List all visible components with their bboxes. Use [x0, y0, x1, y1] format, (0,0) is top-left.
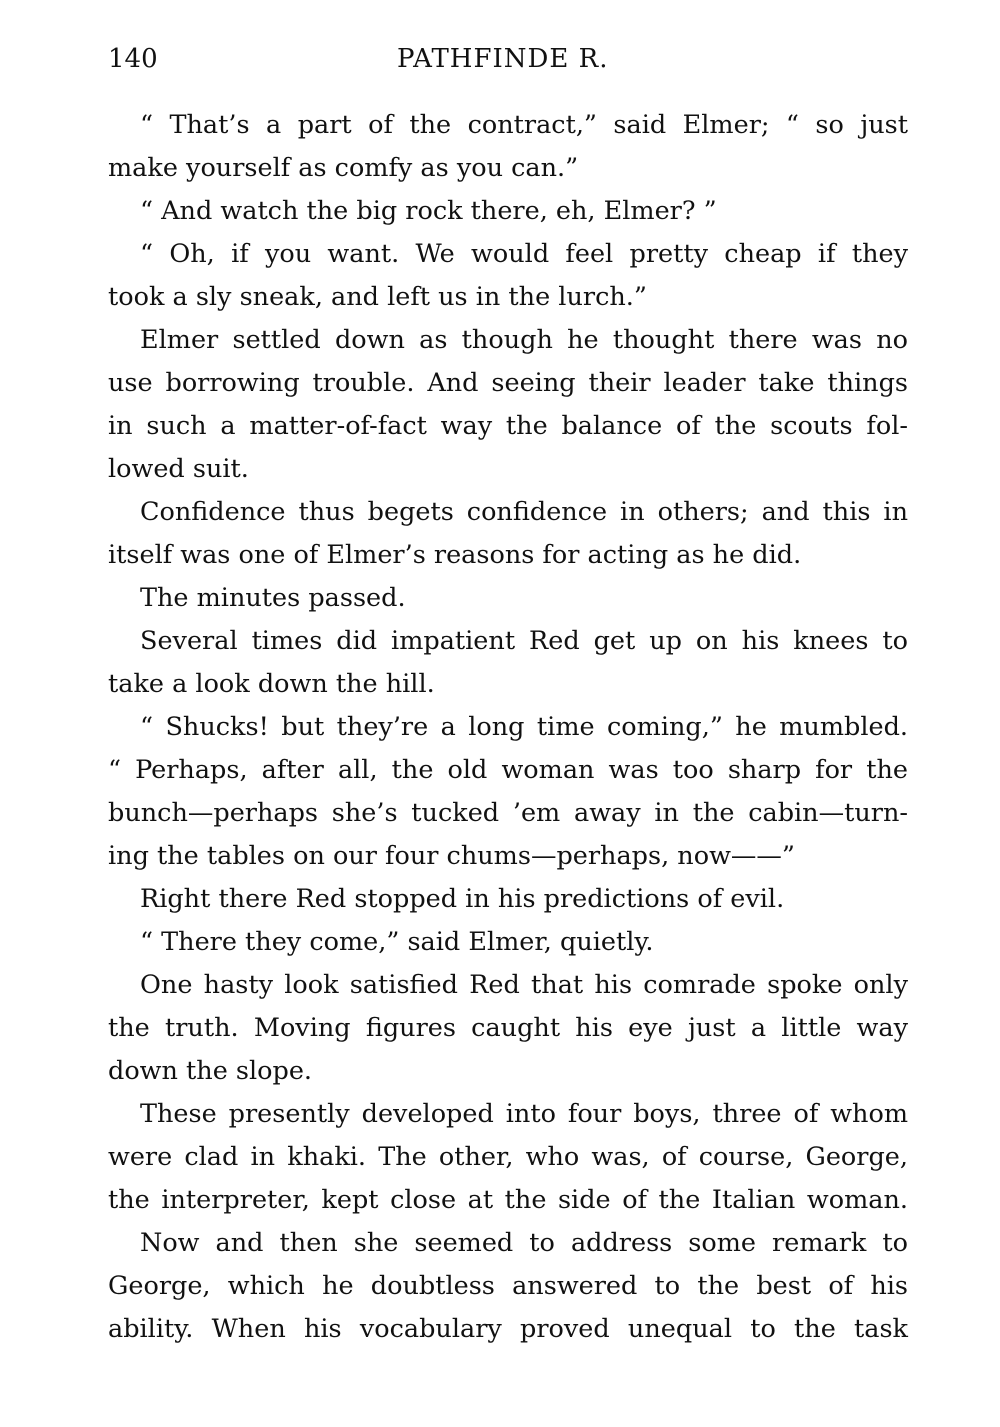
text-line: “ Oh, if you want. We would feel pretty cheap if they: [140, 239, 908, 269]
text-line: “ That’s a part of the contract,” said Elmer; “ so just: [140, 110, 908, 140]
text-line: Several times did impatient Red get up on his knees to: [140, 626, 908, 656]
text-line: “ There they come,” said Elmer, quietly.: [140, 927, 654, 957]
text-line: ing the tables on our four chums—perhaps, now——”: [108, 841, 795, 871]
running-head-title: PATHFINDE R.: [397, 44, 609, 74]
text-line: These presently developed into four boys, three of whom: [140, 1099, 908, 1129]
text-line: George, which he doubtless answered to the best of his: [108, 1271, 908, 1301]
text-line: were clad in khaki. The other, who was, of course, George,: [108, 1142, 908, 1172]
text-line: Confidence thus begets confidence in others; and this in: [140, 497, 908, 527]
text-line: Elmer settled down as though he thought there was no: [140, 325, 908, 355]
body-text: [108, 104, 908, 1351]
text-line: lowed suit.: [108, 454, 249, 484]
text-line: the truth. Moving figures caught his eye just a little way: [108, 1013, 908, 1043]
text-line: “ Shucks! but they’re a long time coming,” he mumbled.: [140, 712, 908, 742]
text-line: itself was one of Elmer’s reasons for acting as he did.: [108, 540, 802, 570]
text-line: take a look down the hill.: [108, 669, 435, 699]
page-number: 140: [108, 44, 158, 74]
text-line: use borrowing trouble. And seeing their leader take things: [108, 368, 908, 398]
text-line: down the slope.: [108, 1056, 313, 1086]
text-line: Now and then she seemed to address some remark to: [140, 1228, 908, 1258]
text-line: “ Perhaps, after all, the old woman was too sharp for the: [108, 755, 908, 785]
text-line: took a sly sneak, and left us in the lurch.”: [108, 282, 647, 312]
text-line: “ And watch the big rock there, eh, Elmer? ”: [140, 196, 717, 226]
text-line: The minutes passed.: [140, 583, 406, 613]
text-line: ability. When his vocabulary proved unequal to the task: [108, 1314, 908, 1344]
text-line: the interpreter, kept close at the side of the Italian woman.: [108, 1185, 908, 1215]
text-line: Right there Red stopped in his predictions of evil.: [140, 884, 785, 914]
text-line: make yourself as comfy as you can.”: [108, 153, 579, 183]
text-line: in such a matter-of-fact way the balance of the scouts fol-: [108, 411, 908, 441]
text-line: bunch—perhaps she’s tucked ’em away in the cabin—turn-: [108, 798, 908, 828]
text-line: One hasty look satisfied Red that his comrade spoke only: [140, 970, 908, 1000]
